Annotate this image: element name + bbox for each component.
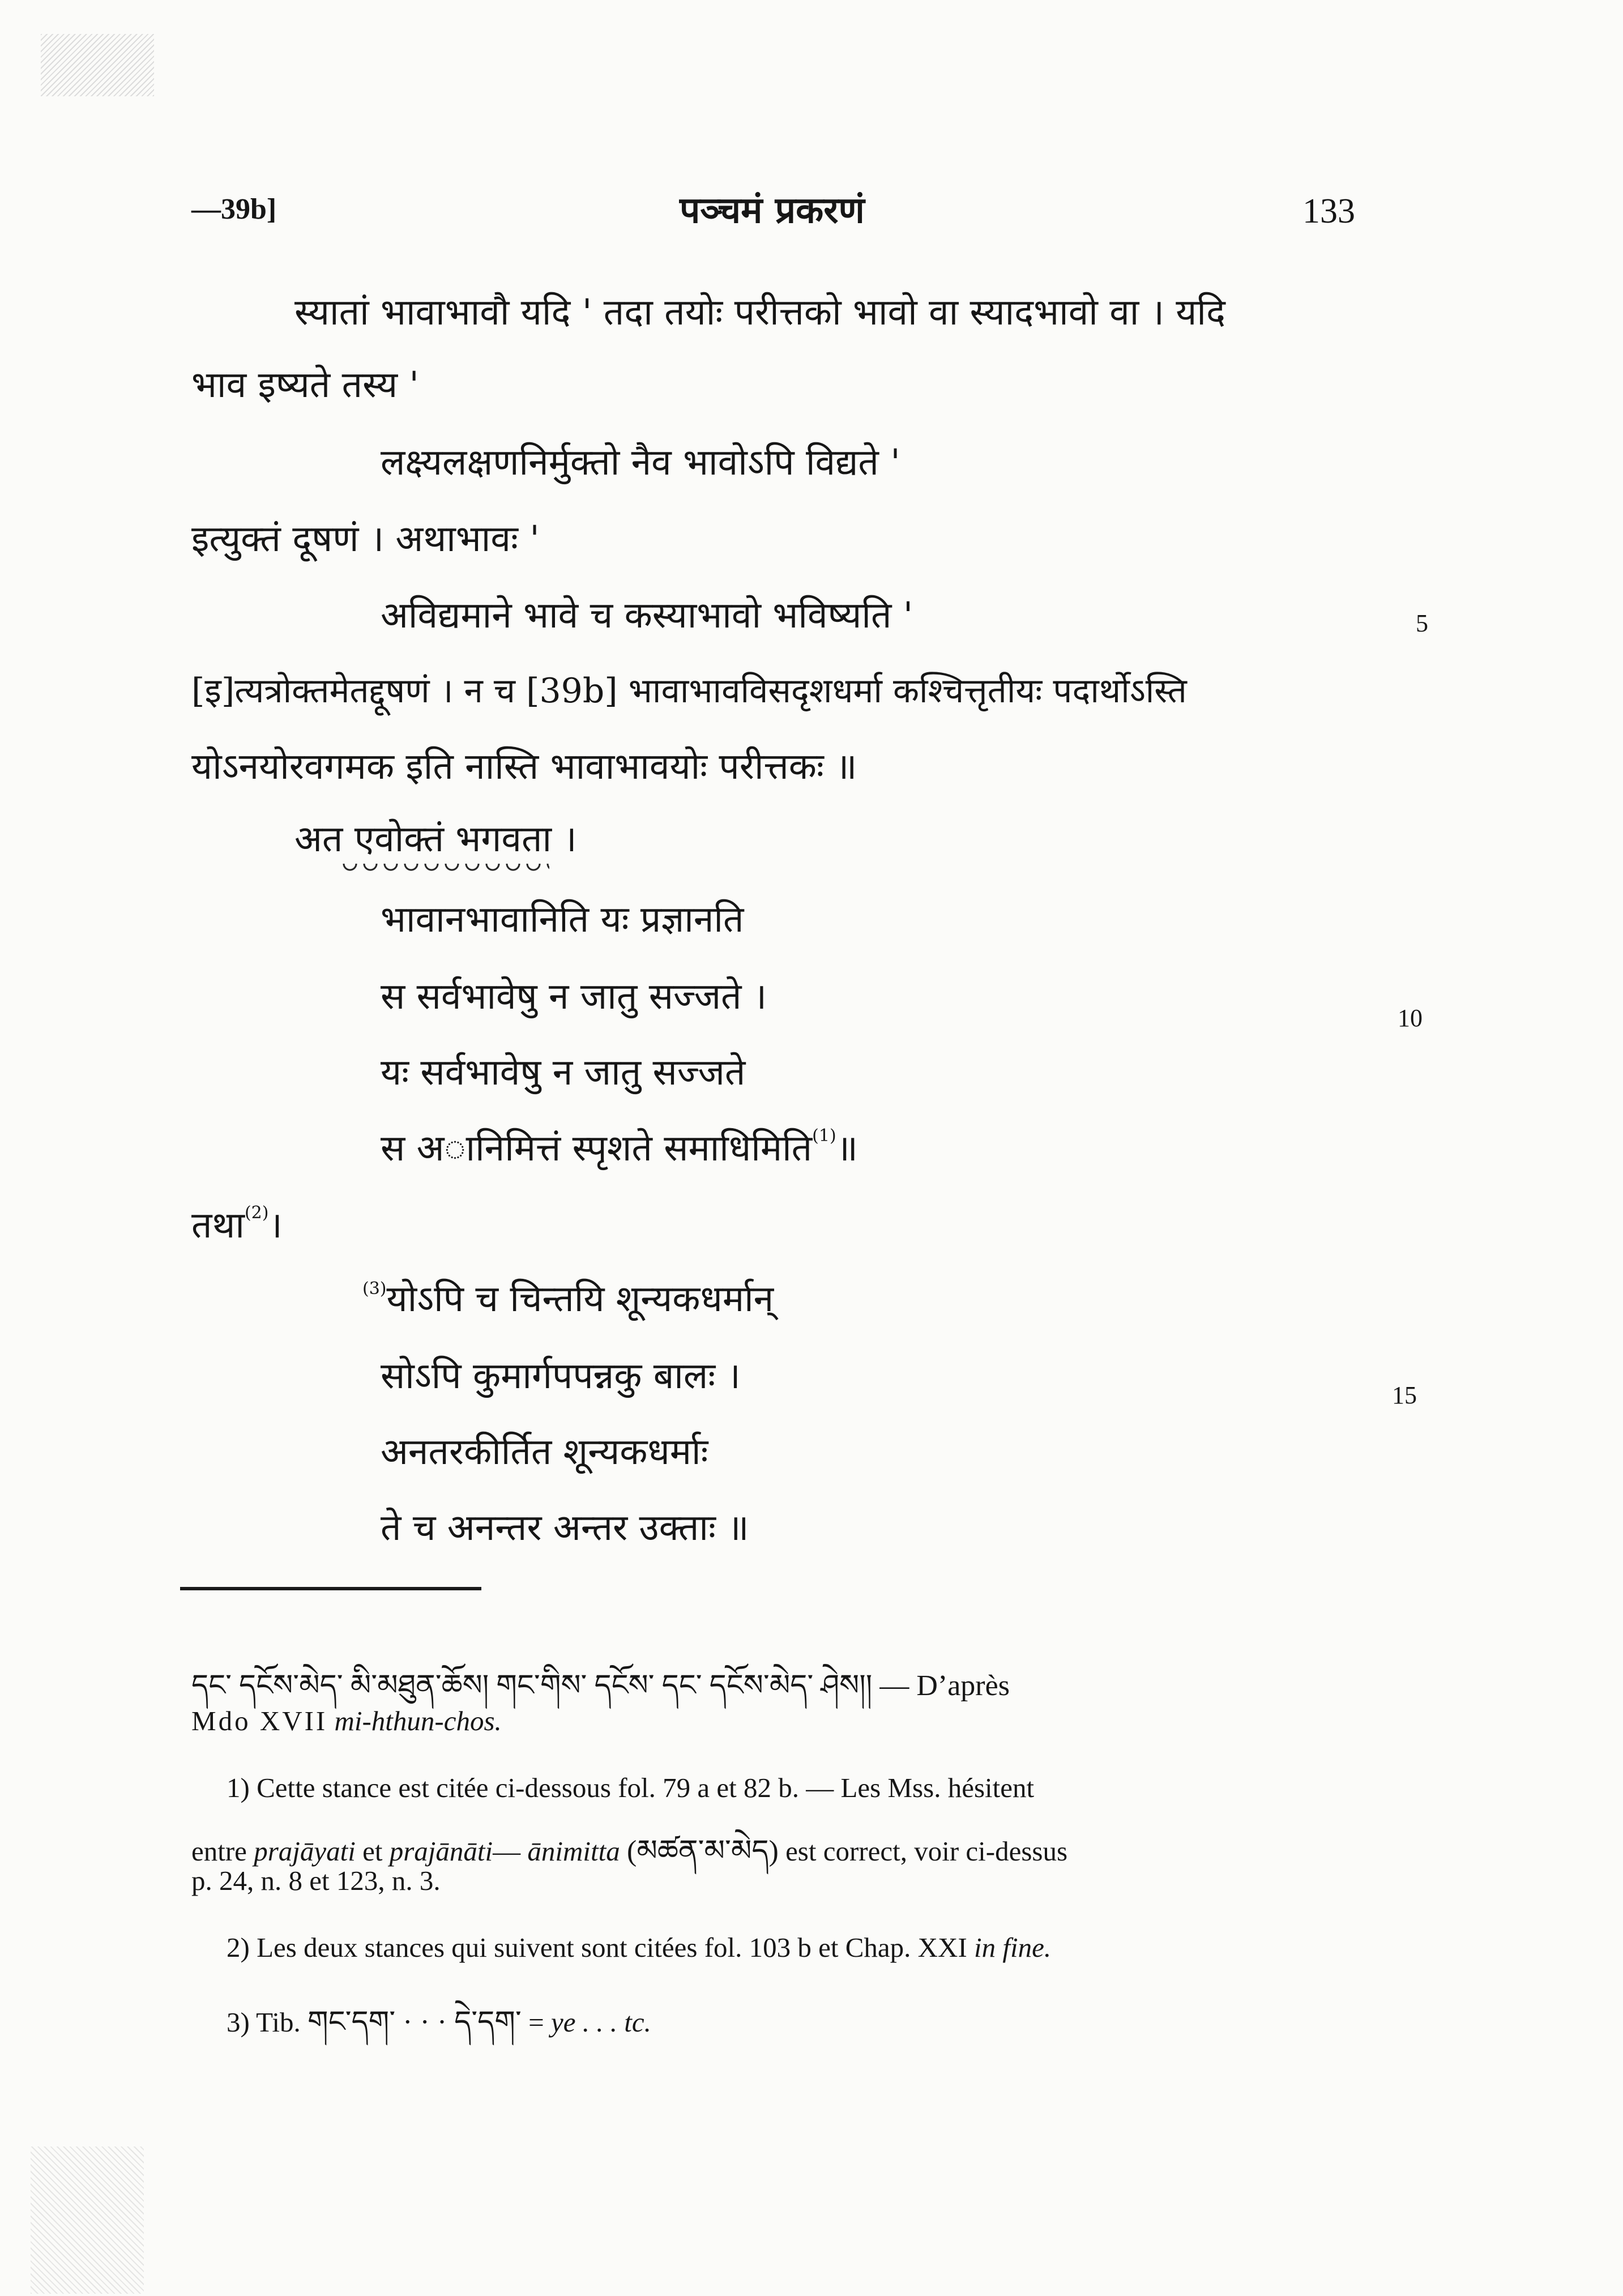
- footnote-2: [227, 1931, 1051, 1964]
- stanza-2-line-1: [362, 1278, 774, 1320]
- footnote-tibetan-line: དང་ དངོས་མེད་ མི་མཐུན་ཆོས། གང་གིས་ དངོས་ དང་ དངོས་མེད་ ཤེས།། — D’après: [191, 1670, 1010, 1702]
- section-ref: —39b]: [191, 193, 277, 225]
- verse-line-2: अविद्यमाने भावे च कस्याभावो भविष्यति ': [381, 595, 913, 637]
- fn2-text: 2) Les deux stances qui suivent sont citées fol. 103 b et Chap. XXI: [227, 1932, 967, 1963]
- tatha-text: तथा: [191, 1205, 245, 1247]
- footnote-marker-1: (1): [812, 1126, 836, 1146]
- stanza-1-line-1: भावानभावानिति यः प्रज्ञानति: [381, 899, 744, 941]
- fn1-entre: entre: [191, 1836, 247, 1867]
- line-number-5: 5: [1416, 609, 1428, 637]
- page-number: 133: [1302, 192, 1355, 231]
- footnote-1-line-3: p. 24, n. 8 et 123, n. 3.: [191, 1865, 441, 1896]
- stanza-2-line-2: सोऽपि कुमार्गपपन्नकु बालः ।: [381, 1355, 741, 1397]
- stanza-2-line-1-text: योऽपि च चिन्तयि शून्यकधर्मान्: [386, 1278, 774, 1320]
- body-line-2: भाव इष्यते तस्य ': [191, 364, 420, 406]
- fn3-ye-tc: ye . . . tc.: [550, 2007, 651, 2038]
- footnote-marker-3: (3): [362, 1279, 387, 1299]
- footnote-rule: [180, 1587, 481, 1590]
- body-line-tatha: [191, 1203, 283, 1247]
- verse-line-1: लक्ष्यलक्षणनिर्मुक्तो नैव भावोऽपि विद्यते ': [381, 442, 900, 484]
- body-line-5: योऽनयोरवगमक इति नास्ति भावाभावयोः परीत्तकः ॥: [191, 746, 857, 788]
- tatha-danda: ।: [268, 1205, 283, 1247]
- line-number-15: 15: [1392, 1381, 1417, 1409]
- footnote-marker-2: (2): [244, 1203, 269, 1223]
- fn2-in-fine: in fine.: [974, 1932, 1052, 1963]
- stanza-1-end-mark: ॥: [836, 1128, 858, 1170]
- body-line-4: [इ]त्यत्रोक्तमेतद्दूषणं । न च [39b] भावाभावविसदृशधर्मा कश्चित्तृतीयः पदार्थोऽस्ति: [191, 671, 1187, 711]
- fn3-tibetan: གང་དག་ · · · དེ་དག་: [307, 2006, 522, 2038]
- source-ref: Mdo XVII: [191, 1705, 328, 1736]
- fn1-dash: —: [493, 1836, 521, 1867]
- page-header-title: पञ्चमं प्रकरणं: [680, 189, 865, 232]
- scan-edge-top: [41, 34, 154, 96]
- fn1-tibetan: (མཚན་མ་མེད): [627, 1835, 779, 1867]
- stanza-2-line-4: ते च अनन्तर अन्तर उक्ताः ॥: [381, 1507, 749, 1549]
- footnote-source: [191, 1705, 502, 1737]
- stanza-2-line-3: अनतरकीर्तित शून्यकधर्माः: [381, 1431, 708, 1473]
- fn1-word-prajayati: prajāyati: [254, 1836, 356, 1867]
- body-line-6: अत एवोक्तं भगवता ।: [294, 818, 577, 860]
- wavy-underline: [340, 864, 549, 873]
- body-line-3: इत्युक्तं दूषणं । अथाभावः ': [191, 518, 540, 560]
- scan-edge-bottom: [31, 2146, 144, 2294]
- stanza-1-line-4: [381, 1126, 858, 1170]
- fn3-equals: =: [528, 2007, 544, 2038]
- fn1-et: et: [362, 1836, 383, 1867]
- stanza-1-line-3: यः सर्वभावेषु न जातु सज्जते: [381, 1052, 746, 1094]
- source-title: mi-hthun-chos.: [334, 1705, 502, 1736]
- stanza-1-line-2: स सर्वभावेषु न जातु सज्जते ।: [381, 976, 767, 1018]
- fn1-correct: est correct, voir ci-dessus: [785, 1836, 1068, 1867]
- footnote-3: [227, 1989, 651, 2072]
- fn3-tib-label: 3) Tib.: [227, 2007, 301, 2038]
- line-number-10: 10: [1398, 1004, 1423, 1032]
- body-line-1: स्यातां भावाभावौ यदि ' तदा तयोः परीत्तको भावो वा स्यादभावो वा । यदि: [294, 292, 1225, 334]
- footnote-1-line-1: 1) Cette stance est citée ci-dessous fol. 79 a et 82 b. — Les Mss. hésitent: [227, 1772, 1035, 1803]
- fn1-word-animitta: ānimitta: [527, 1836, 620, 1867]
- stanza-1-line-4-text: स अानिमित्तं स्पृशते समाधिमिति: [381, 1128, 813, 1170]
- fn1-word-prajanati: prajānāti: [389, 1836, 493, 1867]
